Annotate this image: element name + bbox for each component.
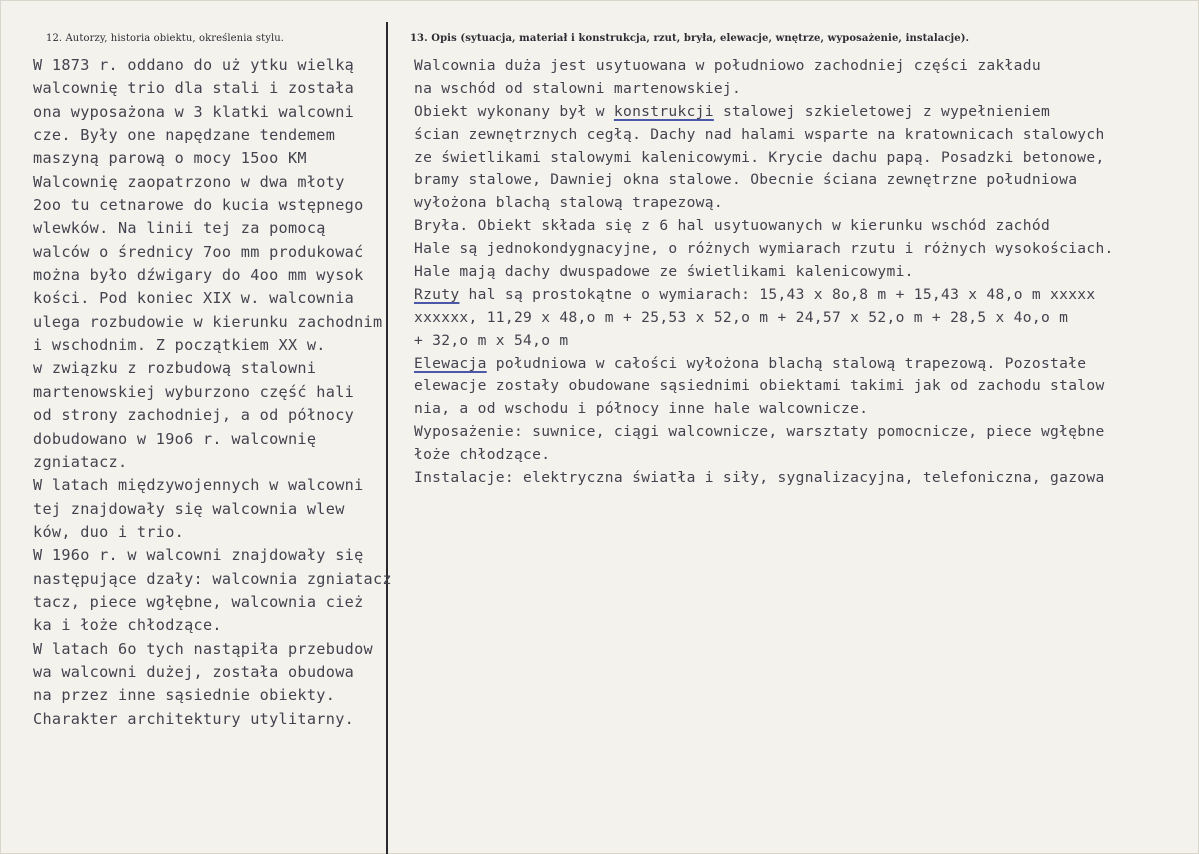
description-line: ścian zewnętrznych cegłą. Dachy nad halami wsparte na kratownicach stalowych	[414, 125, 1105, 143]
description-line: xxxxxx, 11,29 x 48,o m + 25,53 x 52,o m + 24,57 x 52,o m + 28,5 x 4o,o m	[414, 308, 1069, 326]
history-line: ków, duo i trio.	[33, 522, 185, 541]
description-line: Wyposażenie: suwnice, ciągi walcownicze, warsztaty pomocnicze, piece wgłębne	[414, 423, 1105, 441]
history-line: w związku z rozbudową stalowni	[33, 359, 317, 378]
history-line: i wschodnim. Z początkiem XX w.	[33, 336, 326, 355]
description-line	[414, 101, 1194, 124]
description-line: Bryła. Obiekt składa się z 6 hal usytuowanych w kierunku wschód zachód	[414, 217, 1051, 235]
history-line: ona wyposażona w 3 klatki walcowni	[33, 102, 355, 121]
section-12-heading: 12. Autorzy, historia obiektu, określenia stylu.	[46, 33, 285, 44]
history-line: 2oo tu cetnarowe do kucia wstępnego	[33, 196, 364, 215]
description-line: wyłożona blachą stalową trapezową.	[414, 194, 723, 212]
description-line: Walcownia duża jest usytuowana w południowo zachodniej części zakładu	[414, 57, 1041, 74]
description-line: + 32,o m x 54,o m	[414, 331, 569, 349]
history-line: wa walcowni dużej, została obudowa	[33, 662, 355, 681]
underlined-term: konstrukcji	[613, 102, 714, 120]
description-line	[414, 353, 1194, 376]
description-line: na wschód od stalowni martenowskiej.	[414, 79, 742, 97]
description-line: Hale mają dachy dwuspadowe ze świetlikami kalenicowymi.	[414, 263, 914, 281]
history-text-column	[33, 54, 433, 731]
description-line-text: południowa w całości wyłożona blachą stalową trapezową. Pozostałe	[486, 354, 1087, 372]
description-line	[414, 284, 1194, 307]
history-line: na przez inne sąsiednie obiekty.	[33, 686, 336, 705]
description-line: Instalacje: elektryczna światła i siły, sygnalizacyjna, telefoniczna, gazowa	[414, 469, 1105, 487]
history-line: tej znajdowały się walcownia wlew	[33, 499, 345, 518]
history-line: cze. Były one napędzane tendemem	[33, 126, 336, 145]
history-line: maszyną parową o mocy 15oo KM	[33, 149, 307, 168]
history-line: W latach 6o tych nastąpiła przebudow	[33, 639, 373, 658]
history-line: kości. Pod koniec XIX w. walcownia	[33, 289, 355, 308]
history-line: walców o średnicy 7oo mm produkować	[33, 242, 364, 261]
description-line: elewacje zostały obudowane sąsiednimi obiektami takimi jak od zachodu stalow	[414, 377, 1105, 395]
history-line: ulega rozbudowie w kierunku zachodnim	[33, 312, 383, 331]
history-line: od strony zachodniej, a od północy	[33, 406, 355, 425]
underlined-term: Elewacja	[414, 354, 487, 372]
history-line: dobudowano w 19o6 r. walcownię	[33, 429, 317, 448]
description-line-text: Obiekt wykonany był w	[414, 102, 614, 120]
history-line: Walcownię zaopatrzono w dwa młoty	[33, 172, 345, 191]
history-line: wlewków. Na linii tej za pomocą	[33, 219, 326, 238]
section-13-heading: 13. Opis (sytuacja, materiał i konstrukcja, rzut, bryła, elewacje, wnętrze, wyposażenie, instalacje).	[410, 33, 970, 44]
history-line: W latach międzywojennych w walcowni	[33, 476, 364, 495]
history-line: walcownię trio dla stali i została	[33, 79, 355, 98]
history-line: następujące dzały: walcownia zgniatacz	[33, 569, 392, 588]
history-line: tacz, piece wgłębne, walcownia cież	[33, 592, 364, 611]
description-line-text: stalowej szkieletowej z wypełnieniem	[713, 102, 1051, 120]
history-line: zgniatacz.	[33, 452, 128, 471]
history-line: Charakter architektury utylitarny.	[33, 709, 355, 728]
description-line: łoże chłodzące.	[414, 446, 551, 464]
history-line: W 196o r. w walcowni znajdowały się	[33, 546, 364, 565]
underlined-term: Rzuty	[414, 285, 460, 303]
description-line: nia, a od wschodu i północy inne hale walcownicze.	[414, 400, 869, 418]
history-line: W 1873 r. oddano do uż ytku wielką	[33, 56, 355, 74]
history-line: martenowskiej wyburzono część hali	[33, 382, 355, 401]
description-line-text: hal są prostokątne o wymiarach: 15,43 x 8o,8 m + 15,43 x 48,o m xxxxx	[459, 285, 1096, 303]
description-line: bramy stalowe, Dawniej okna stalowe. Obecnie ściana zewnętrzne południowa	[414, 171, 1078, 189]
description-line: ze świetlikami stalowymi kalenicowymi. Krycie dachu papą. Posadzki betonowe,	[414, 148, 1105, 166]
history-line: można było dźwigary do 4oo mm wysok	[33, 266, 364, 285]
history-line: ka i łoże chłodzące.	[33, 616, 222, 635]
description-text-column	[414, 55, 1194, 490]
description-line: Hale są jednokondygnacyjne, o różnych wymiarach rzutu i różnych wysokościach.	[414, 240, 1114, 258]
